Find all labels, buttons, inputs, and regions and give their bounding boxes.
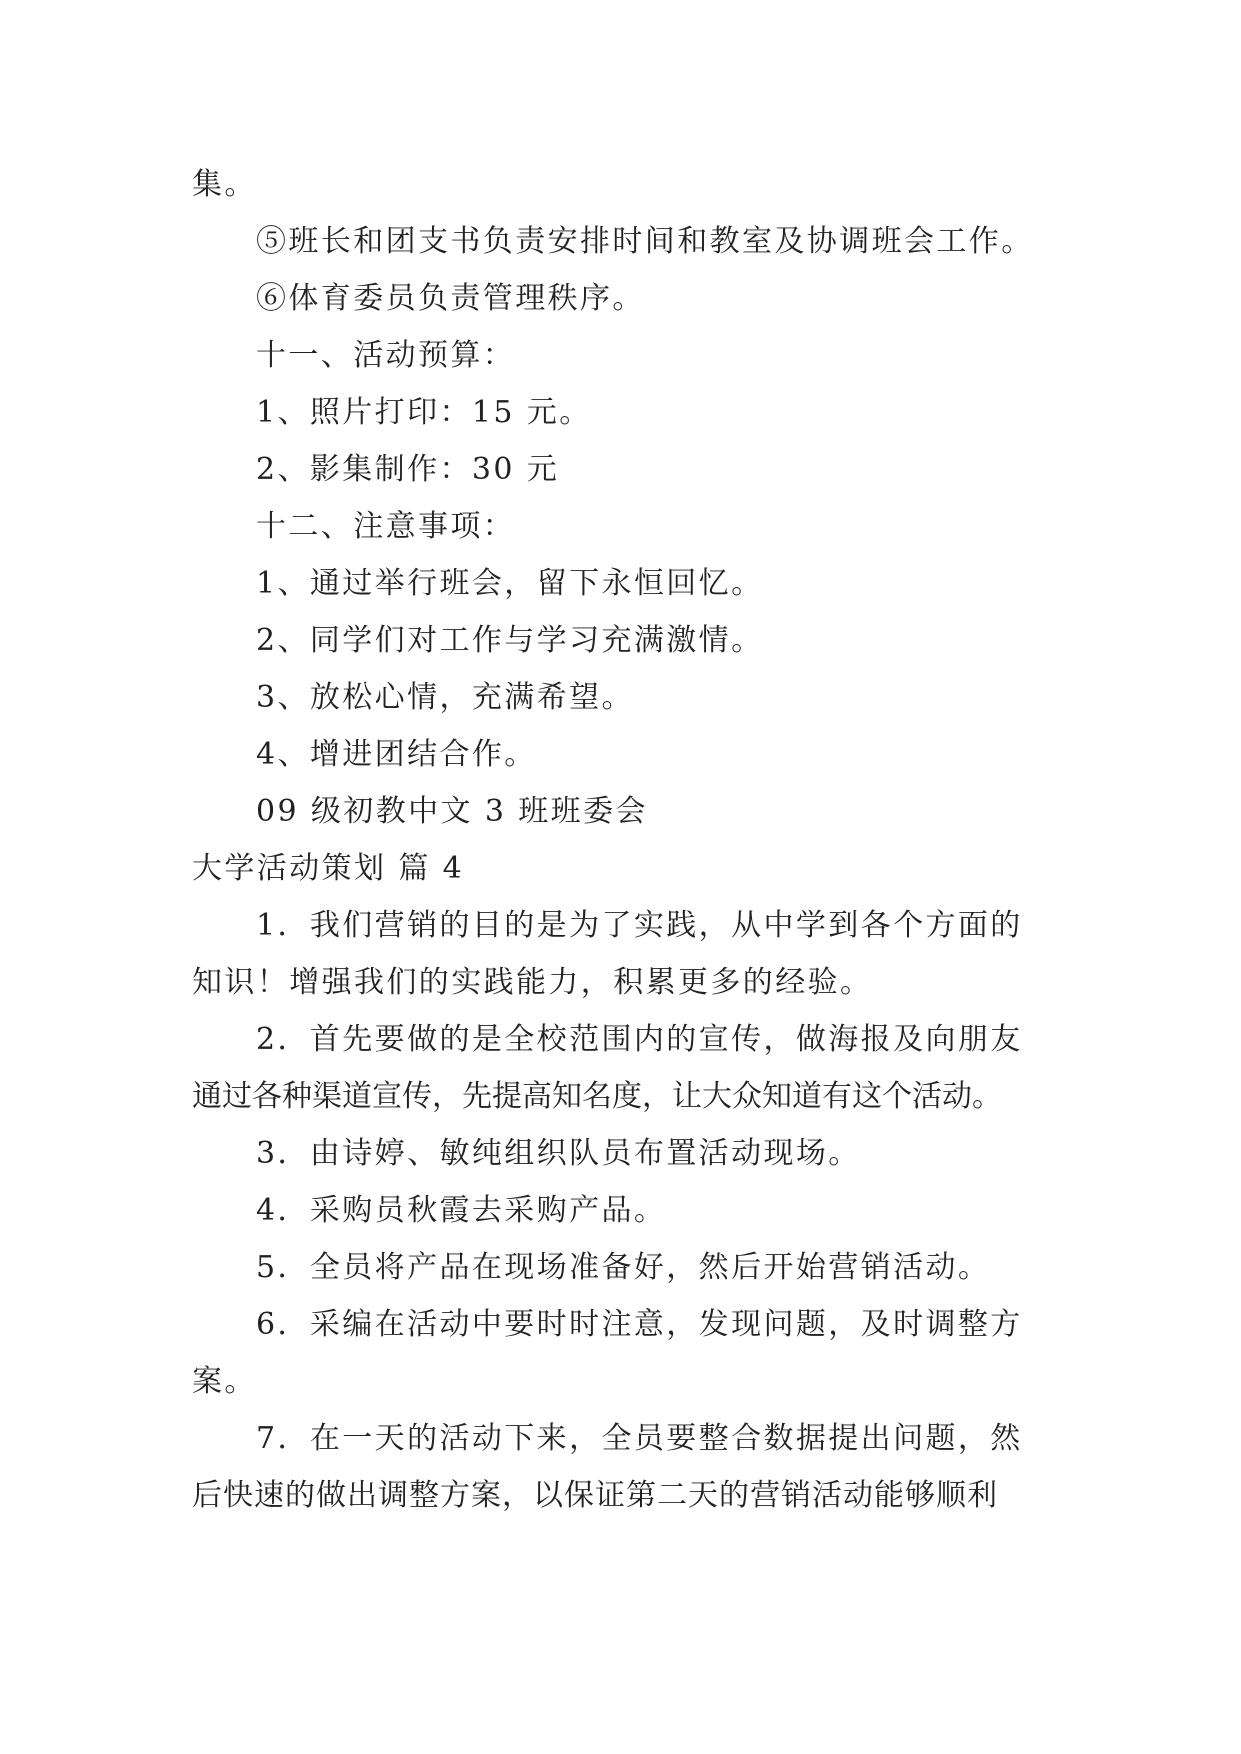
text-line: 2．首先要做的是全校范围内的宣传，做海报及向朋友	[256, 1022, 1023, 1057]
text-line: 1、通过举行班会，留下永恒回忆。	[256, 566, 764, 601]
text-line: 3、放松心情，充满希望。	[256, 680, 634, 715]
text-line: 通过各种渠道宣传，先提高知名度，让大众知道有这个活动。	[192, 1079, 1002, 1114]
text-line: 5．全员将产品在现场准备好，然后开始营销活动。	[256, 1250, 991, 1285]
text-line: 2、影集制作：30 元	[256, 452, 560, 487]
signature-line: 09 级初教中文 3 班班委会	[256, 794, 648, 829]
section-heading: 十二、注意事项：	[256, 509, 516, 544]
text-line: 集。	[192, 167, 257, 202]
text-line: ⑥体育委员负责管理秩序。	[256, 281, 645, 316]
text-line: 后快速的做出调整方案，以保证第二天的营销活动能够顺利	[192, 1478, 998, 1513]
text-line: 案。	[192, 1364, 257, 1399]
text-line: 3．由诗婷、敏纯组织队员布置活动现场。	[256, 1136, 861, 1171]
text-line: 4．采购员秋霞去采购产品。	[256, 1193, 667, 1228]
text-line: 4、增进团结合作。	[256, 737, 537, 772]
text-line: 1、照片打印：15 元。	[256, 395, 592, 430]
text-line: 1．我们营销的目的是为了实践，从中学到各个方面的	[256, 908, 1023, 943]
text-line: ⑤班长和团支书负责安排时间和教室及协调班会工作。	[256, 224, 1034, 259]
section-heading: 十一、活动预算：	[256, 338, 516, 373]
text-line: 2、同学们对工作与学习充满激情。	[256, 623, 764, 658]
text-line: 6．采编在活动中要时时注意，发现问题，及时调整方	[256, 1307, 1023, 1342]
text-line: 知识！增强我们的实践能力，积累更多的经验。	[192, 965, 873, 1000]
text-line: 7．在一天的活动下来，全员要整合数据提出问题，然	[256, 1421, 1023, 1456]
article-title: 大学活动策划 篇 4	[192, 851, 465, 886]
